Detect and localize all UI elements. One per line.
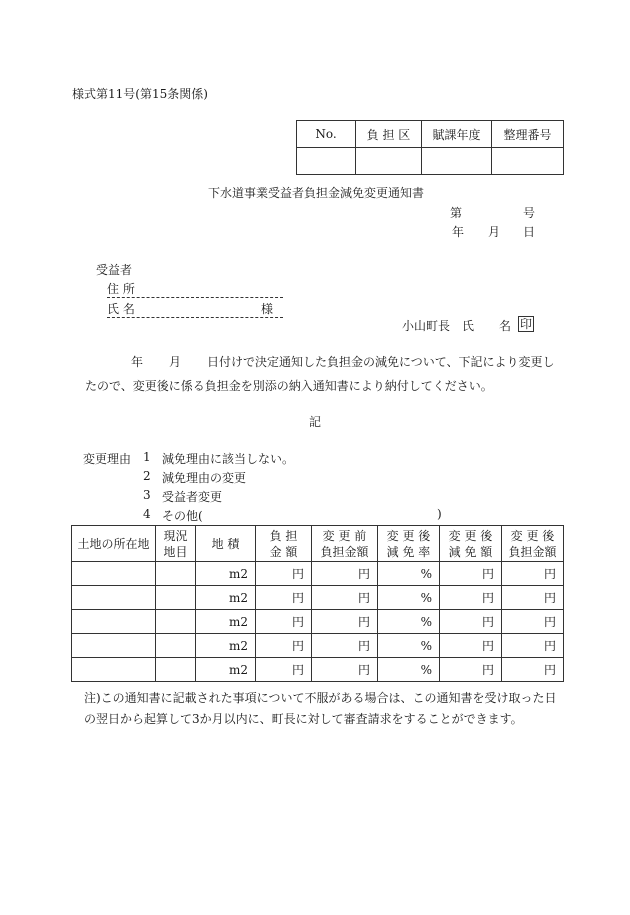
table-cell: 円 [256,634,312,658]
table-cell [156,658,196,682]
table-cell: 円 [440,586,502,610]
date-year: 年 [452,225,465,239]
table-cell: % [378,586,440,610]
body-year: 年 [131,355,144,369]
issuer-name-label: 氏 [462,319,475,333]
table-header-line2: 地目 [163,544,188,559]
table-cell: m2 [196,658,256,682]
recipient-label: 受益者 [96,263,133,277]
reason-num-2: 2 [143,469,151,483]
table-header-line2: 負担金額 [320,544,369,559]
table-cell: 円 [440,658,502,682]
table-cell: m2 [196,610,256,634]
table-header-line1: 地 積 [211,536,240,551]
table-header-line2: 金 額 [269,544,298,559]
reason-text-4: その他( [162,509,203,523]
table-cell: 円 [502,634,564,658]
table-header-3 [256,526,312,562]
ref-value-no [297,148,356,175]
body-text: 日付けで決定通知した負担金の減免について、下記により変更したので、変更後に係る負担金を別添の納入通知書により納付してください。 [85,355,555,393]
ref-value-year [422,148,492,175]
table-header-line2: 負担金額 [508,544,557,559]
table-cell: 円 [502,586,564,610]
seal-mark: 印 [520,317,533,331]
table-header-line1: 現況 [163,528,188,543]
table-header-1 [156,526,196,562]
reasons-label: 変更理由 [83,452,132,466]
table-cell [72,562,156,586]
charge-table [71,525,564,682]
table-header-line2: 減 免 額 [448,544,493,559]
reason-text-1: 減免理由に該当しない。 [162,452,295,466]
table-cell [72,634,156,658]
ref-value-id [492,148,564,175]
body-month: 月 [169,355,182,369]
table-cell: 円 [312,610,378,634]
table-cell: 円 [256,610,312,634]
name-line [107,300,283,318]
table-header-line1: 変 更 後 [448,528,493,543]
table-cell: 円 [312,586,378,610]
date-day: 日 [523,225,536,239]
table-header-7 [502,526,564,562]
honorific: 様 [261,302,274,316]
table-cell: 円 [312,562,378,586]
doc-number-suffix: 号 [523,206,536,220]
table-header-line1: 土地の所在地 [77,536,150,551]
table-cell: % [378,610,440,634]
table-cell: 円 [256,658,312,682]
table-cell [72,586,156,610]
table-header-line2: 減 免 率 [386,544,431,559]
body-paragraph [85,350,565,398]
issuer-name-label2: 名 [499,319,512,333]
address-line [107,280,283,298]
form-number: 様式第11号(第15条関係) [72,87,208,101]
ki-heading: 記 [309,415,322,429]
date-month: 月 [488,225,501,239]
table-cell: m2 [196,562,256,586]
table-cell: 円 [312,658,378,682]
table-row [72,634,564,658]
table-header-line1: 変 更 後 [386,528,431,543]
reference-table [296,120,564,175]
table-row [72,610,564,634]
table-cell [156,634,196,658]
table-header-0 [72,526,156,562]
table-cell [72,658,156,682]
doc-number-prefix: 第 [450,206,463,220]
table-cell [156,562,196,586]
table-cell: 円 [440,562,502,586]
table-row [72,562,564,586]
table-header-line1: 変 更 前 [322,528,367,543]
table-cell: % [378,658,440,682]
reason-close-paren: ) [437,507,442,521]
table-cell: 円 [440,634,502,658]
table-header-row [72,526,564,562]
table-cell: 円 [502,658,564,682]
reason-text-3: 受益者変更 [162,490,223,504]
ref-value-area [356,148,422,175]
ref-header-year: 賦課年度 [422,121,492,148]
reason-num-4: 4 [143,507,151,521]
table-header-4 [312,526,378,562]
appeal-note: 注)この通知書に記載された事項について不服がある場合は、この通知書を受け取った日の翌日から起算して3か月以内に、町長に対して審査請求をすることができます。 [84,691,557,726]
ref-header-area: 負 担 区 [356,121,422,148]
table-cell: m2 [196,586,256,610]
table-row [72,658,564,682]
reason-text-2: 減免理由の変更 [162,471,247,485]
ref-header-no: No. [297,121,356,148]
document-title: 下水道事業受益者負担金減免変更通知書 [208,186,425,200]
table-cell: % [378,562,440,586]
table-header-2 [196,526,256,562]
table-cell: % [378,634,440,658]
reason-num-1: 1 [143,450,151,464]
table-header-line1: 負 担 [269,528,298,543]
table-cell [156,610,196,634]
table-cell: m2 [196,634,256,658]
table-cell: 円 [502,562,564,586]
table-cell [72,610,156,634]
table-header-5 [378,526,440,562]
ref-header-id: 整理番号 [492,121,564,148]
address-label: 住 所 [107,280,283,298]
table-row [72,586,564,610]
table-cell: 円 [256,562,312,586]
table-cell [156,586,196,610]
table-cell: 円 [312,634,378,658]
table-cell: 円 [440,610,502,634]
reason-num-3: 3 [143,488,151,502]
table-cell: 円 [502,610,564,634]
name-label: 氏 名 [107,302,135,316]
issuer-title: 小山町長 [402,319,451,333]
table-cell: 円 [256,586,312,610]
table-header-6 [440,526,502,562]
table-header-line1: 変 更 後 [510,528,555,543]
